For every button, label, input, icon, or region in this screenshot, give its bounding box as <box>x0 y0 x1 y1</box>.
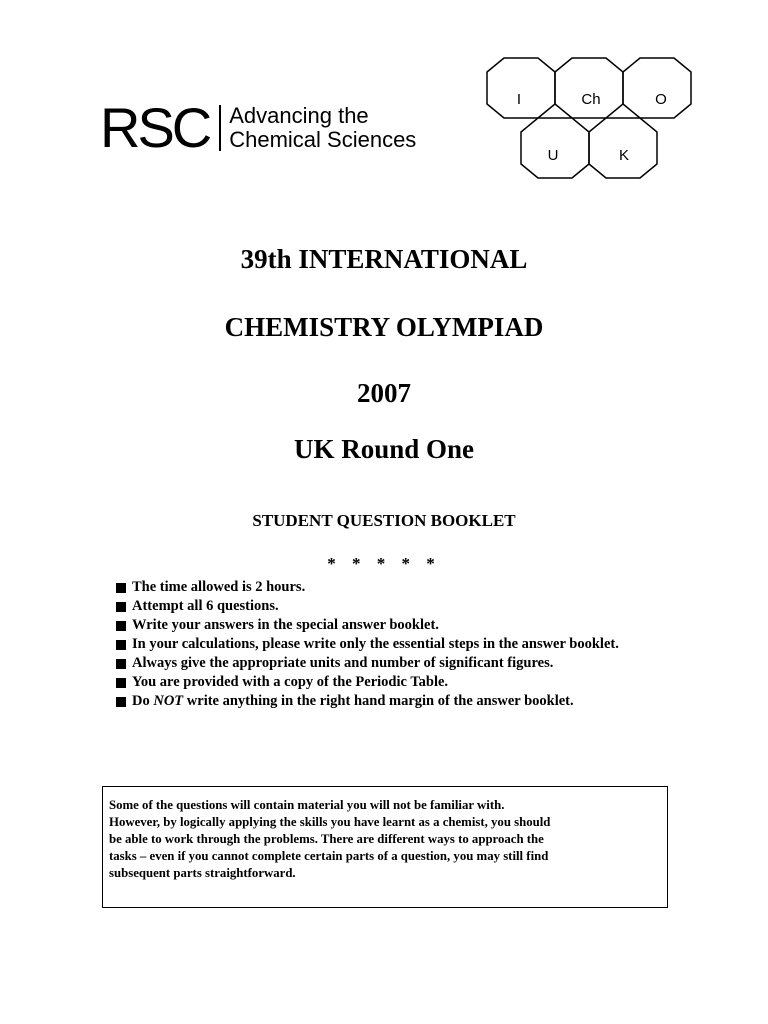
square-bullet-icon <box>116 602 126 612</box>
hex-label-k: K <box>618 147 630 164</box>
hex-cell-ch <box>555 58 623 118</box>
instruction-item: Always give the appropriate units and number of significant figures. <box>116 654 636 673</box>
square-bullet-icon <box>116 621 126 631</box>
instruction-item: The time allowed is 2 hours. <box>116 578 636 597</box>
instructions-list <box>116 578 636 711</box>
logo-divider <box>219 105 221 151</box>
icho-hexagon-logo-icon <box>483 56 703 196</box>
instruction-item: Attempt all 6 questions. <box>116 597 636 616</box>
square-bullet-icon <box>116 659 126 669</box>
rsc-logo <box>100 96 417 159</box>
instruction-item: You are provided with a copy of the Periodic Table. <box>116 673 636 692</box>
square-bullet-icon <box>116 697 126 707</box>
note-box: Some of the questions will contain material you will not be familiar with. However, by logically applying the skills you have learnt as a chemist, you should be able to work through the problems. There are different ways to approach the tasks – even if you cannot complete certain parts of a question, you may still find subsequent parts straightforward. <box>102 786 668 908</box>
title-line-1: 39th INTERNATIONAL <box>240 244 528 274</box>
emphasis-not: NOT <box>153 693 184 709</box>
title-line-2: CHEMISTRY OLYMPIAD <box>224 312 544 342</box>
title-year: 2007 <box>357 378 411 408</box>
hex-label-ch: Ch <box>581 91 601 108</box>
rsc-logo-tagline <box>229 104 416 152</box>
instruction-item: Do NOT write anything in the right hand margin of the answer booklet. <box>116 692 636 711</box>
instruction-item: In your calculations, please write only the essential steps in the answer booklet. <box>116 635 636 654</box>
star-separator: * * * * * <box>327 554 441 573</box>
hex-label-i: I <box>516 91 522 108</box>
tagline-line-1: Advancing the <box>229 103 369 128</box>
square-bullet-icon <box>116 640 126 650</box>
title-round: UK Round One <box>293 434 475 464</box>
hex-label-o: O <box>655 91 667 108</box>
tagline-line-2: Chemical Sciences <box>229 127 417 152</box>
rsc-logo-mark: RSC <box>100 96 210 159</box>
booklet-heading: STUDENT QUESTION BOOKLET <box>252 511 516 530</box>
hex-cell-i <box>487 58 555 118</box>
instruction-item: Write your answers in the special answer booklet. <box>116 616 636 635</box>
hex-cell-o <box>623 58 691 118</box>
hex-label-u: U <box>547 147 559 164</box>
square-bullet-icon <box>116 583 126 593</box>
square-bullet-icon <box>116 678 126 688</box>
